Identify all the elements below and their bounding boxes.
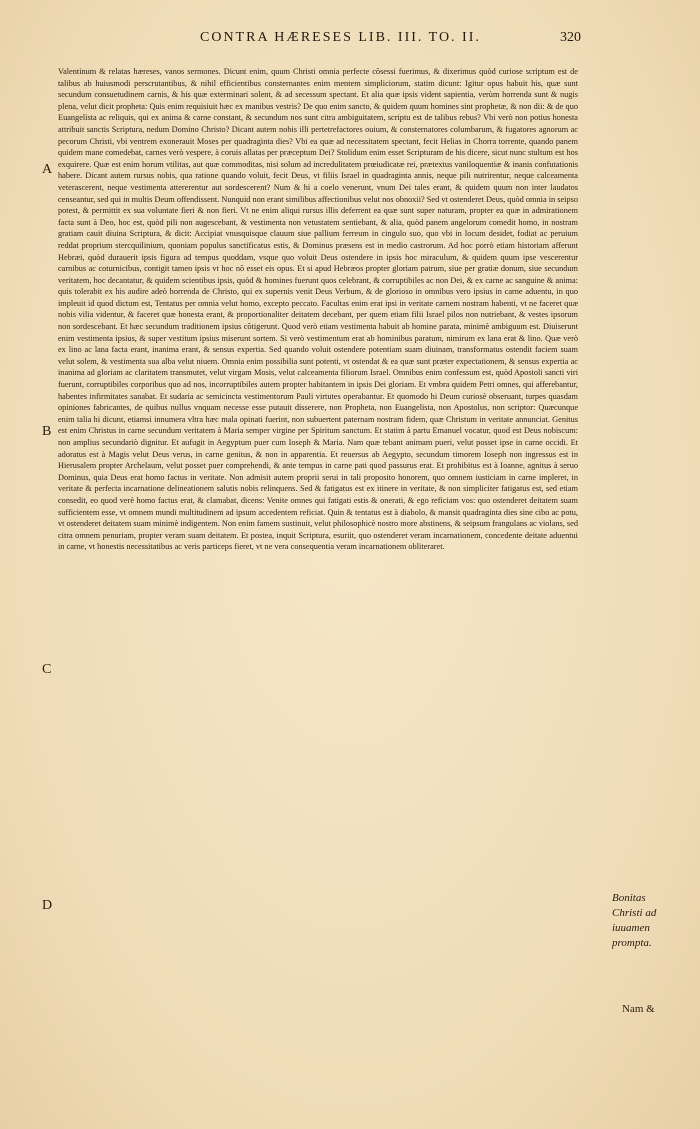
side-marker-a: A xyxy=(42,162,53,177)
side-marker-d: D xyxy=(42,898,53,913)
body-text xyxy=(58,66,578,1026)
margin-note: Christi ad xyxy=(612,907,657,919)
catchword: Nam & xyxy=(622,1003,655,1015)
margin-note: prompta. xyxy=(612,937,652,949)
running-head: CONTRA HÆRESES LIB. III. TO. II. xyxy=(200,30,481,45)
margin-note: Bonitas xyxy=(612,892,646,904)
side-marker-c: C xyxy=(42,662,52,677)
page-header xyxy=(0,30,700,52)
margin-note: iuuamen xyxy=(612,922,650,934)
folio-number: 320 xyxy=(560,30,581,45)
side-marker-b: B xyxy=(42,424,52,439)
body-paragraph: Valentinum & relatas hæreses, vanos sermones. Dicunt enim, quum Christi omnia perfecte cõsessi fuerimus, & dixerimus quòd curiose scriptum est de talibus ab huiusmodi perscrutantibus, & nihil efficientibus consternantes enim mentem simpliciorum, statim dicunt: Igitur opus habuit his, quæ sunt secundum consuetudinem carnis, & his quæ exterminari solent, & ad secessum spectant. Et alia quæ ipsis vident sapientia, verùm horrenda sunt & nugis plena, velut dicit propheta: Quis enim requisiuit hæc ex manibus vestris? De quo enim sancto, & quidem quum homines sint prophetæ, & non dii: & de quo Euangelista ac reliquis, qui ex anima & carne constant, & secundum nos sunt citra ambiguitatem, scriptu est de talibus rebus? Vbi verò non potius honesta attribuit sanctis Scriptura, nedum Domino Christo? Dicant autem nobis illi pertetrefactores ouium, & consternatores columbarum, & fugatores agnorum ac pecorum Christi, vbi ventrem exonerauit Moses per quadraginta dies? Vbi ea quæ ad necessitatem spectant, fecit Helias in Chorra torrente, quando panem quidem mane comedebat, carnes verò vespere, à coruis allatas per præceptum Dei? Stolidum enim esset Scripturam de his dicere, sicut nunc stultum est hos exquirere. Quæ est enim horum vtilitas, aut quæ commoditas, nisi solum ad incredulitatem prœiudicatæ rei, prætextus vaniloquentiæ & inanis confutationis habere. Dicant autem rursus nobis, qua ratione quando voluit, fecit Deus, vt filiis Israel in quadraginta annis, neque pili nutrirentur, neque calceamenta veterascerent, neque vestimenta attererentur aut sordescerent? Num & hi a coelo venerunt, vnum Dei tales erant, & quidem quum non inter laudatos censeantur, sed qui in multis Deum offendissent. Nunquid non erant similibus affectionibus velut nos obnoxii? Sed vt ostenderet Deus, quòd omnia in seipso potest, & permittit ex sua voluntate fieri & non fieri. Vt ne enim aliqui rursus illis deferrent ea quæ sunt super naturam, propter ea quæ in admirationem facta sunt à Deo, hoc est, quòd pili non augescebant, & vestimenta non vetustatem sentiebant, & alia, quòd panem angelorum comedit homo, in nostram gratiam cauit diuina Scriptura, & dicit: Accipiat vnusquisque clauum siue pallium ferreum in cingulo suo, quo vbi in locum desidet, fodiat ac peruium reddat proprium stercquilinium, quoniam populus sanctificatus estis, & Dominus præsens est in medio castrorum. Ad hoc porrò etiam historiam afferunt Hebræi, quòd durauerit ipsis figura ad tempus quoddam, vsque quo voluit Deus ostendere in ipsis hoc miraculum, & quidem quum ipse vescerentur carnibus ac coturnicibus, contigit tamen ipsis vt hoc nõ esset eis opus. Et si apud Hebræos propter gloriam patrum, siue per gratiæ donum, siue secundum veritatem, hoc decantatur, & quidem scientibus ipsis, quòd & homines fuerunt quos celebrant, & corruptibiles ac non Dei, & ex carne ac sanguine & anima: quis tolerabit ex his audire adeò horrenda de Christo, qui ex supernis venit Deus Verbum, & de glorioso in omnibus vero ipsius in carne aduentu, in quo impleuit id quod dictum est, Tentatus per omnia velut homo, excepto peccato. Facultas enim erat ipsi in veritate carnem nostram habenti, vt ne faceret quæ nobis vilia videntur, & faceret quæ honesta erant, & proportionaliter deitatem decebant, per quem etiam filii Israel pilos non nutriebant, & vestes ipsorum non sordescebant. Et hæc secundum traditionem ipsius cõtigerunt. Quod verò etiam vestimenta habuit ab homine parata, minimè ambiguum est. Diuiserunt enim vestimenta ipsius, & super vestitum ipsius miserunt sortem. Si verò vestimentum erat ab hominibus paratum, nimirum ex lana erat & lino. Quæ verò ex lino ac lana facta erant, inanima erant, & sensus expertia. Sed quando voluit ostendere potentiam suam diuinam, transformatus ostendit faciem suam velut solem, & vestimenta sua alba velut niuem. Omnia enim possibilia sunt potenti, vt ostendat & ea quæ sunt præter expectationem, & sensus expertia ac inanima ad gloriam ac claritatem transmutet, velut virgam Mosis, velut calceamenta filiorum Israel. Omnibus enim confessum est, quòd Apostoli sancti viri fuerunt, corruptibiles corporibus quo ad nos, incorruptibiles autem propter habitantem in ipsis Dei gloriam. Et vmbra quidem Petri omnes, qui afferebantur, habentes infirmitates sanabat. Et sudaria ac semicincta vestimentorum Pauli virtutes operabantur. Et quomodo hi Deum curiosè obseruant, turpes quasdam opiniones fabricantes, de quibus nullus vnquam necesse esse putauit disserere, non Propheta, non Euangelista, non Apostolus, non scriptor: Quæcunque enim talia hi dicunt, etiamsi innumera vltra hæc mala opinati fuerint, non subuertent paternam nostram fidem, quæ Christum in veritate annunciat. Genitus est enim Christus in carne secundum veritatem à Maria semper virgine per Spiritum sanctum. Et statim à partu Emanuel vocatur, quod est Deus nobiscum: non amplius secundariò dignitur. Et aufugit in Aegyptum puer cum Ioseph & Maria. Nam quæ tebant animam pueri, velut posset ipse in carne occidi. Et adoratus est à Magis velut Deus verus, in carne genitus, & non in apparentia. Et reuersus ab Aegypto, secundum timorem Ioseph non ingressus est in Hierusalem propter Archelaum, velut posset puer comprehendi, & ante tempus in carne pati quod passurus erat. Et prohibitus est à Ioanne, agnitus à seruo Dominus, quia Deus erat homo factus in veritate. Non admisit autem proprii serui in tali proposito honorem, quo omnem iusticiam in carne impleret, in veritate & perfecta incarnatione delineationem salutis nobis relinquens. Sed & fatigatus est ex itinere in veritate, & non simpliciter fatigatus est, sed etiam consedit, eo quod verè homo factus erat, & clamabat, dicens: Venite omnes qui fatigati estis & onerati, & ego reficiam vos: quo ostenderet deitatem suam sufficientem esse, vt omnem mundi multitudinem ad ipsum accedentem reficiat. Quin & tentatus est à diabolo, & mansit quadraginta dies sine cibo ac potu, vt ostenderet deitatem suam minimè indigentem. Non enim famem sustinuit, velut philosophicè nostro more abstinens, & seipsum frangulans ac violans, sed citra omnem penuriam, propter veram suam deitatem. Et postea, inquit Scriptura, esuriit, quo ostenderet veram incarnationem, concedente deitate aduentui in carne, vt honestis necessitatibus ac veris particeps fieret, vt ne vera consequentia veram incarnationem obliteraret. xyxy=(58,67,578,552)
